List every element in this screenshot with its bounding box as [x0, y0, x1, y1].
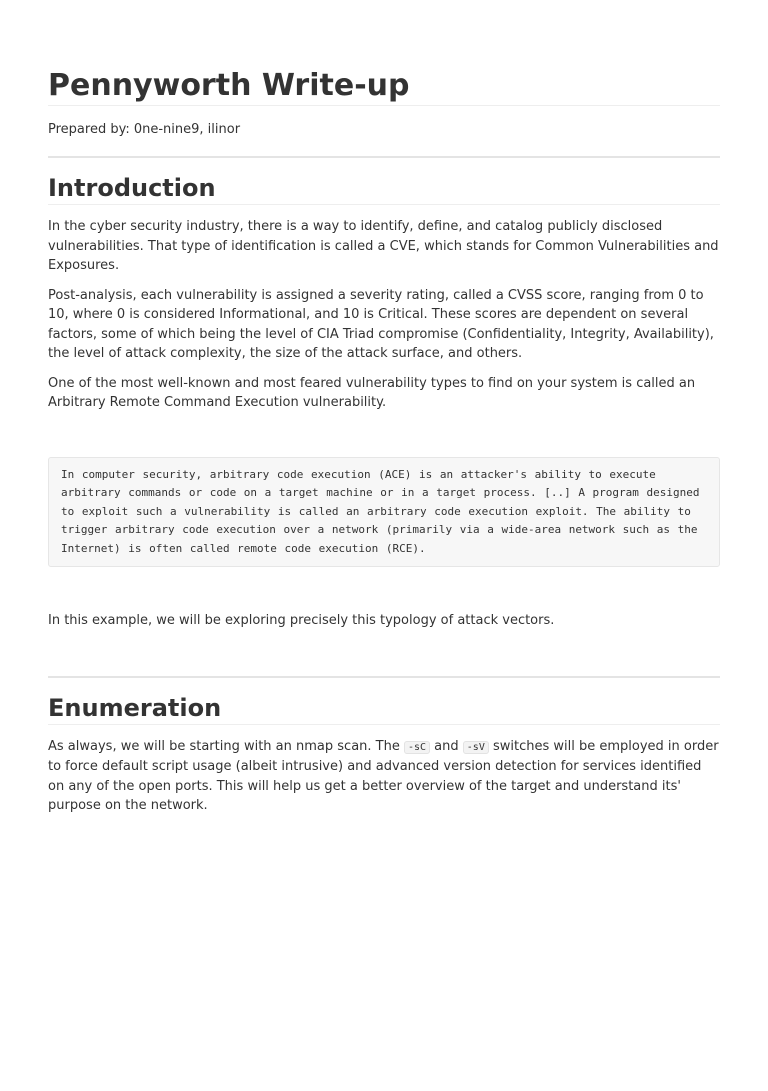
enumeration-text-start: As always, we will be starting with an nmap scan. The: [48, 738, 404, 754]
section-heading-introduction: Introduction: [48, 172, 720, 205]
page-title: Pennyworth Write-up: [48, 67, 720, 106]
intro-paragraph-example: In this example, we will be exploring precisely this typology of attack vectors.: [48, 613, 555, 629]
section-divider: [48, 676, 720, 678]
ace-quote-block: In computer security, arbitrary code execution (ACE) is an attacker's ability to execute arbitrary commands or code on a target machine or in a target process. [..] A program designed to exploit such a vulnerability is called an arbitrary code execution exploit. The ability to trigger arbitrary code execution over a network (primarily via a wide-area network such as the Internet) is often called remote code execution (RCE).: [48, 457, 720, 568]
enumeration-text-mid: and: [430, 738, 463, 754]
intro-paragraph-rce: One of the most well-known and most feared vulnerability types to find on your system is called an Arbitrary Remote Command Execution vulnerability.: [48, 375, 696, 410]
byline: Prepared by: 0ne-nine9, ilinor: [48, 122, 241, 137]
code-flag-sc: -sC: [404, 741, 430, 754]
code-flag-sv: -sV: [463, 741, 489, 754]
enumeration-text-end: switches will be employed in order to force default script usage (albeit intrusive) and advanced version detection for services identified on any of the open ports. This will help us get a better overview of the target and understand its' purpose on the network.: [48, 738, 719, 814]
enumeration-paragraph: [48, 737, 720, 816]
section-heading-enumeration: Enumeration: [48, 692, 720, 725]
document-page: [0, 67, 768, 816]
intro-paragraph-cvss: Post-analysis, each vulnerability is assigned a severity rating, called a CVSS score, ranging from 0 to 10, where 0 is considered Informational, and 10 is Critical. These scores are dependent on several factors, some of which being the level of CIA Triad compromise (Confidentiality, Integrity, Availability), the level of attack complexity, the size of the attack surface, and others.: [48, 287, 714, 361]
section-divider: [48, 156, 720, 158]
intro-paragraph-cve: In the cyber security industry, there is a way to identify, define, and catalog publicly disclosed vulnerabilities. That type of identification is called a CVE, which stands for Common Vulnerabilities and Exposures.: [48, 219, 719, 273]
